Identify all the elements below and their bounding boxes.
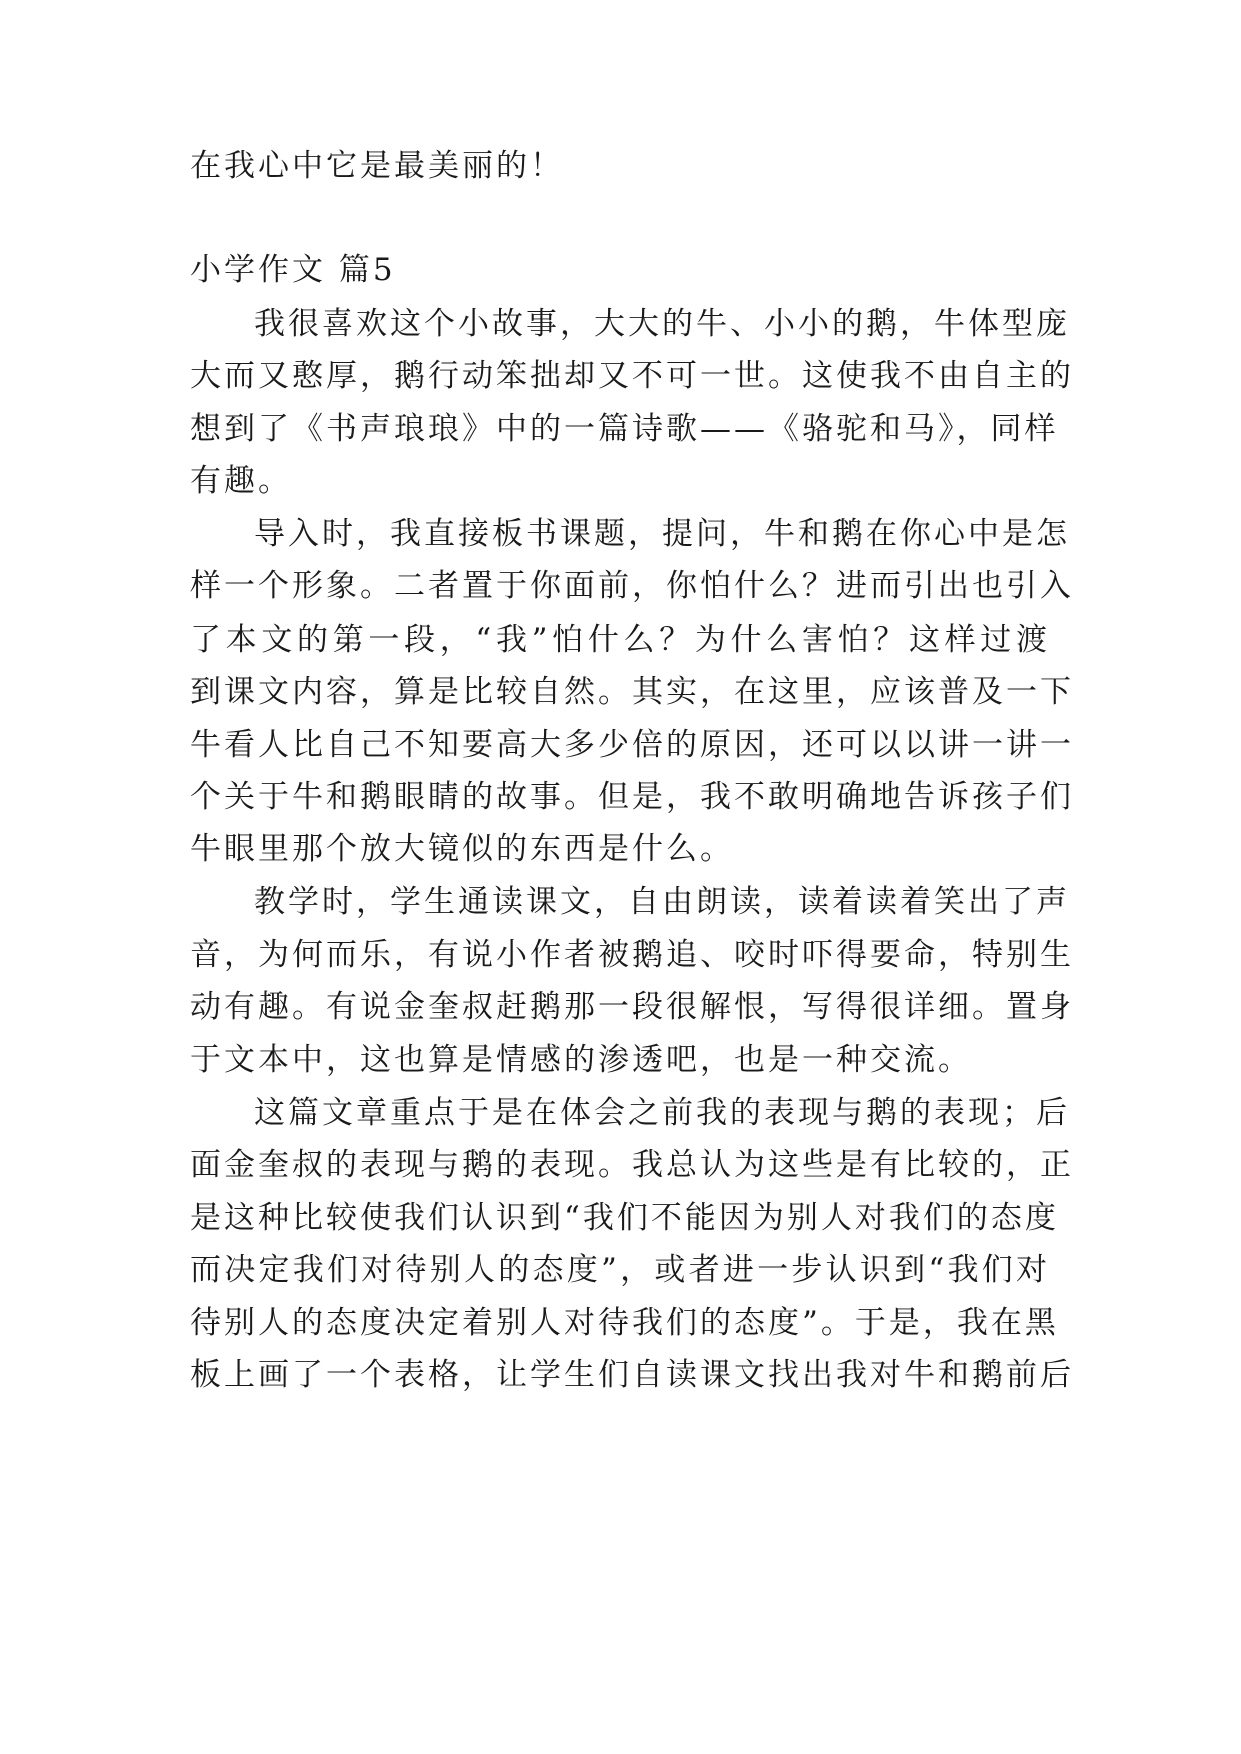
- paragraph-4-line-6: 板上画了一个表格，让学生们自读课文找出我对牛和鹅前后: [190, 1357, 1074, 1393]
- section-title: 小学作文 篇5: [190, 252, 396, 288]
- paragraph-4-line-5: 待别人的态度决定着别人对待我们的态度”。于是，我在黑: [190, 1305, 1059, 1341]
- paragraph-1-line-1: 我很喜欢这个小故事，大大的牛、小小的鹅，牛体型庞: [254, 306, 1070, 342]
- paragraph-2-line-4: 到课文内容，算是比较自然。其实，在这里，应该普及一下: [190, 674, 1074, 710]
- paragraph-4-line-2: 面金奎叔的表现与鹅的表现。我总认为这些是有比较的，正: [190, 1147, 1074, 1183]
- continued-text-line: 在我心中它是最美丽的！: [190, 148, 564, 184]
- paragraph-4-line-3: 是这种比较使我们认识到“我们不能因为别人对我们的态度: [190, 1200, 1059, 1236]
- paragraph-3-line-4: 于文本中，这也算是情感的渗透吧，也是一种交流。: [190, 1042, 972, 1078]
- paragraph-3-line-1: 教学时，学生通读课文，自由朗读，读着读着笑出了声: [254, 884, 1070, 920]
- paragraph-2-line-6: 个关于牛和鹅眼睛的故事。但是，我不敢明确地告诉孩子们: [190, 779, 1074, 815]
- paragraph-3-line-3: 动有趣。有说金奎叔赶鹅那一段很解恨，写得很详细。置身: [190, 989, 1074, 1025]
- paragraph-4-line-1: 这篇文章重点于是在体会之前我的表现与鹅的表现；后: [254, 1095, 1070, 1131]
- paragraph-4-line-4: 而决定我们对待别人的态度”，或者进一步认识到“我们对: [190, 1252, 1050, 1288]
- paragraph-1-line-3: 想到了《书声琅琅》中的一篇诗歌——《骆驼和马》，同样: [190, 411, 1059, 447]
- paragraph-1-line-2: 大而又憨厚，鹅行动笨拙却又不可一世。这使我不由自主的: [190, 358, 1074, 394]
- paragraph-2-line-5: 牛看人比自己不知要高大多少倍的原因，还可以以讲一讲一: [190, 727, 1074, 763]
- paragraph-2-line-7: 牛眼里那个放大镜似的东西是什么。: [190, 831, 734, 867]
- paragraph-3-line-2: 音，为何而乐，有说小作者被鹅追、咬时吓得要命，特别生: [190, 937, 1074, 973]
- paragraph-2-line-1: 导入时，我直接板书课题，提问，牛和鹅在你心中是怎: [254, 516, 1070, 552]
- paragraph-2-line-3: 了本文的第一段，“我”怕什么？为什么害怕？这样过渡: [190, 622, 1050, 658]
- paragraph-2-line-2: 样一个形象。二者置于你面前，你怕什么？进而引出也引入: [190, 568, 1074, 604]
- paragraph-1-line-4: 有趣。: [190, 463, 292, 499]
